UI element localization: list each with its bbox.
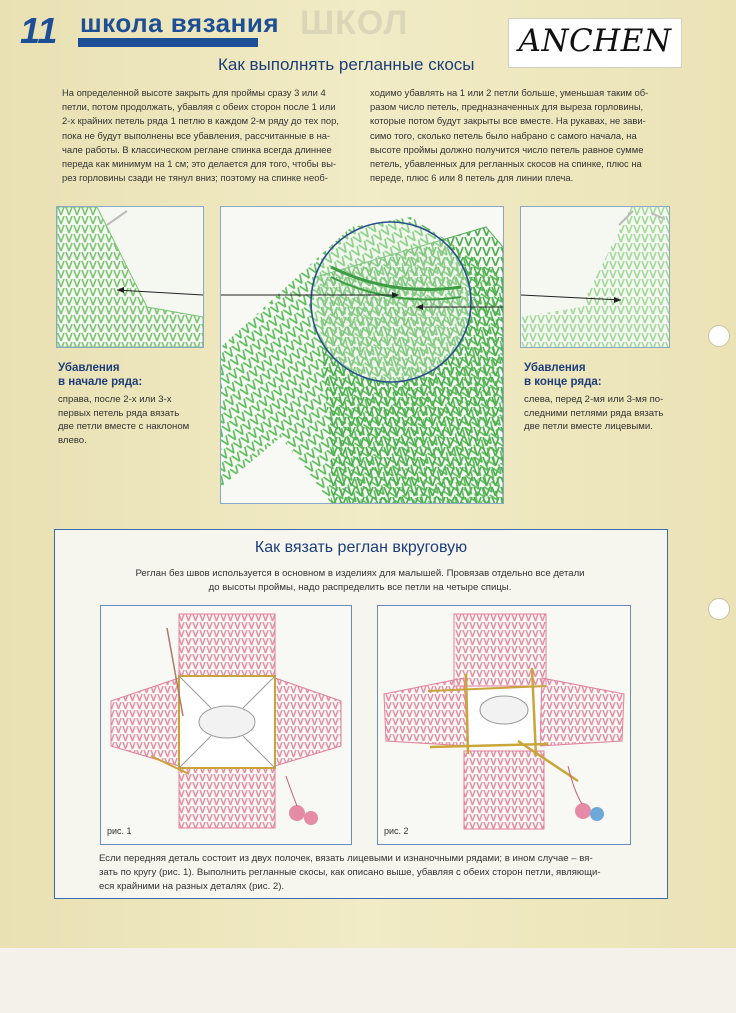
text-line: высоте проймы должно получится число петель равное сумме xyxy=(370,143,644,155)
raglan-seam-illustration xyxy=(220,206,504,504)
caption-line: две петли вместе с наклоном xyxy=(58,421,190,433)
article-column-left xyxy=(62,86,356,185)
caption-left-text xyxy=(58,393,204,447)
text-line: которые потом будут закрыты все вместе. На рукавах, не зави- xyxy=(370,115,646,127)
outro-line: зать по кругу (рис. 1). Выполнить регланные скосы, как описано выше, убавляя с обеих сторон петли, являющи- xyxy=(99,867,601,878)
intro-line: Реглан без швов используется в основном в изделиях для малышей. Провязав отдельно все детали xyxy=(135,568,585,579)
caption-line: Убавления xyxy=(524,362,586,374)
text-line: рез горловины сзади не тянул вниз; поэтому на спинке необ- xyxy=(62,172,328,184)
text-line: На определенной высоте закрыть для проймы сразу 3 или 4 xyxy=(62,87,326,98)
decrease-end-illustration xyxy=(520,206,670,348)
page-number: 11 xyxy=(20,10,58,51)
box-outro xyxy=(99,852,639,894)
text-line: 2-х крайних петель ряда 1 петлю в каждом 2-м ряду до тех пор, xyxy=(62,115,339,127)
box-title: Как вязать реглан вкруговую xyxy=(254,539,468,556)
figure-1 xyxy=(100,605,352,845)
caption-line: Убавления xyxy=(58,362,120,374)
binder-hole xyxy=(708,325,730,347)
caption-line: первых петель ряда вязать xyxy=(58,407,180,419)
text-line: петли, потом продолжать, убавляя с обеих сторон после 1 или xyxy=(62,101,336,113)
text-line: ходимо убавлять на 1 или 2 петли больше, уменьшая таким об- xyxy=(370,87,649,98)
caption-line: справа, после 2-х или 3-х xyxy=(58,394,172,405)
outro-line: еся крайними на разных деталях (рис. 2). xyxy=(99,881,285,892)
article-column-right xyxy=(370,86,670,185)
round-raglan-box xyxy=(54,529,668,899)
caption-right-heading xyxy=(524,361,674,389)
outro-line: Если передняя деталь состоит из двух полочек, вязать лицевыми и изнаночными рядами; в ином случае – вя- xyxy=(99,853,593,864)
text-line: симо того, сколько петель было набрано с самого начала, на xyxy=(370,129,637,141)
binder-hole xyxy=(708,598,730,620)
caption-line: две петли вместе лицевыми. xyxy=(524,421,653,433)
faded-header-watermark: ШКОЛ xyxy=(300,4,409,42)
brand-label: ANCHEN xyxy=(508,18,682,68)
caption-line: следними петлями ряда вязать xyxy=(524,407,664,419)
page-bottom-margin xyxy=(0,948,736,1013)
rubric-underline xyxy=(78,38,258,47)
figure-2 xyxy=(377,605,631,845)
text-line: пока не будут выполнены все убавления, рассчитанные в на- xyxy=(62,129,331,141)
text-line: чале работы. В классическом реглане спинка всегда длиннее xyxy=(62,143,332,155)
intro-line: до высоты проймы, надо распределить все петли на четыре спицы. xyxy=(208,582,512,593)
section-rubric: школа вязания xyxy=(80,8,279,38)
caption-left-heading xyxy=(58,361,208,389)
caption-line: влево. xyxy=(58,434,87,446)
caption-line: в конце ряда: xyxy=(524,376,602,388)
text-line: переде, плюс 6 или 8 петель для линии плеча. xyxy=(370,172,574,184)
article-title: Как выполнять регланные скосы xyxy=(218,55,475,74)
text-line: петель, убавленных для регланных скосов на спинке, плюс на xyxy=(370,158,642,170)
decrease-start-illustration xyxy=(56,206,204,348)
text-line: разом число петель, предназначенных для выреза горловины, xyxy=(370,101,644,113)
figure-1-label: рис. 1 xyxy=(107,826,132,836)
caption-line: в начале ряда: xyxy=(58,376,143,388)
text-line: переда как минимум на 1 см; это делается для того, чтобы вы- xyxy=(62,158,337,170)
caption-line: слева, перед 2-мя или 3-мя по- xyxy=(524,394,664,405)
caption-right-text xyxy=(524,393,674,434)
box-intro xyxy=(115,567,605,595)
figure-2-label: рис. 2 xyxy=(384,826,409,836)
